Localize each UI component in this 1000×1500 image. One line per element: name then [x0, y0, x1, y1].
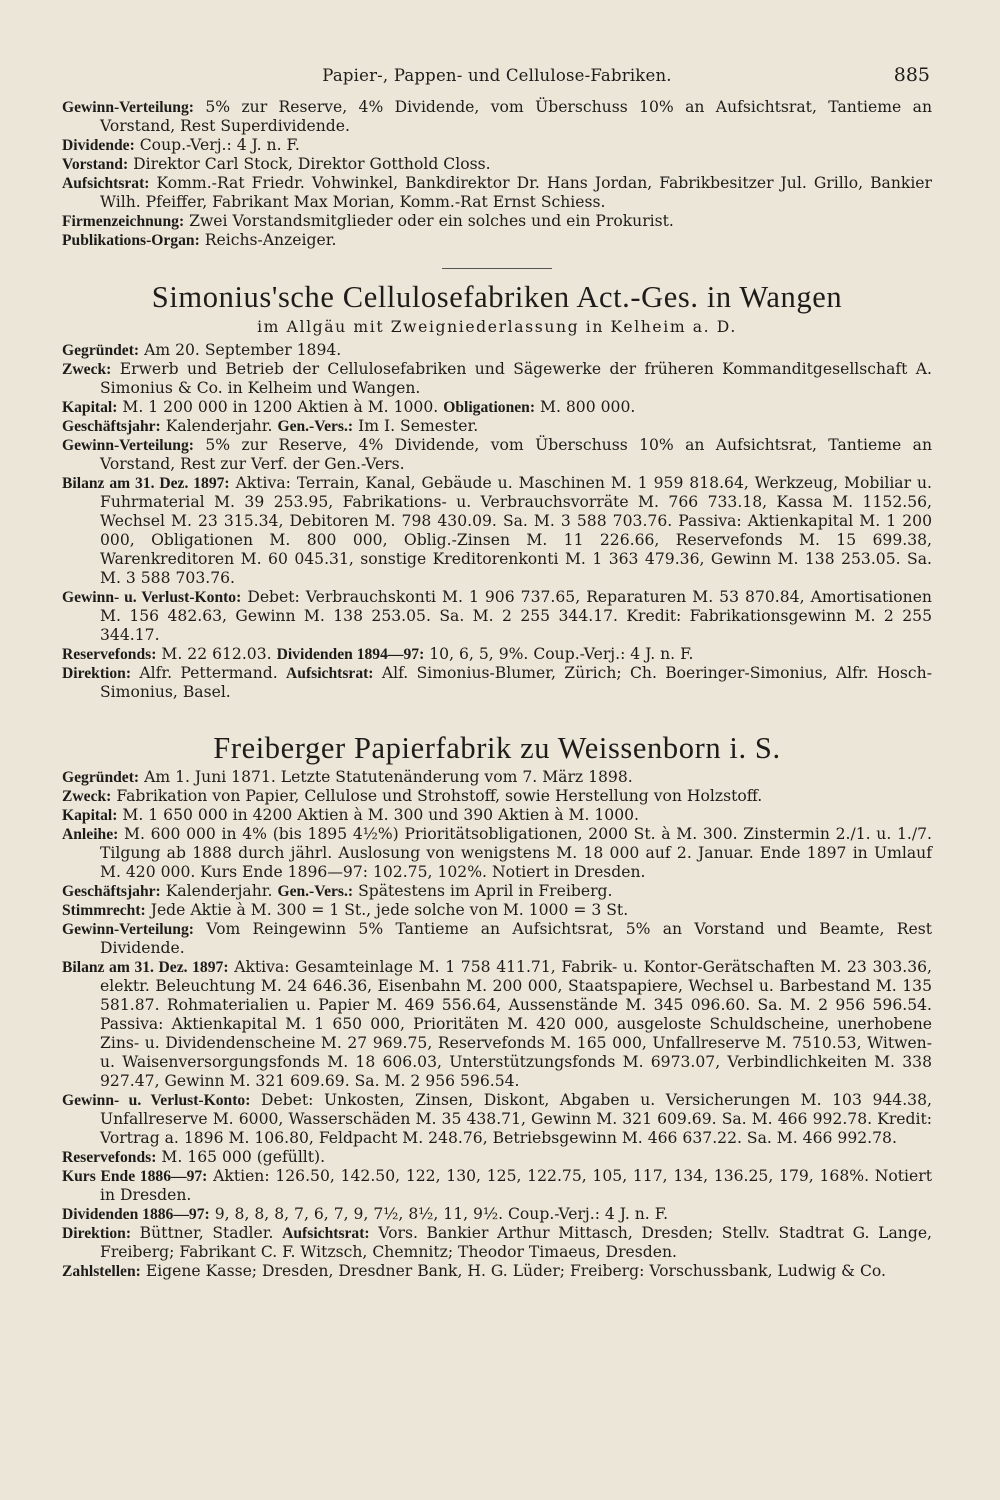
entry-text: 10, 6, 5, 9%. Coup.-Verj.: 4 J. n. F.	[429, 645, 694, 663]
entry-label: Firmenzeichnung:	[62, 213, 185, 230]
entry-label: Vorstand:	[62, 156, 129, 173]
entry-label: Dividenden 1886—97:	[62, 1206, 210, 1223]
entry	[62, 1224, 932, 1262]
entry-label: Gewinn- u. Verlust-Konto:	[62, 589, 242, 606]
entry-label: Bilanz am 31. Dez. 1897:	[62, 475, 230, 492]
entry	[62, 155, 932, 174]
entry-text: Am 20. September 1894.	[144, 341, 342, 359]
entry-label: Stimmrecht:	[62, 902, 146, 919]
entry-label: Direktion:	[62, 1225, 132, 1242]
entry-text: Debet: Verbrauchskonti M. 1 906 737.65, Reparaturen M. 53 870.84, Amortisationen M. 156 482.63, Gewinn M. 138 253.05. Sa. M. 2 255 344.17. Kredit: Fabrikationsgewinn M. 2 255 344.17.	[100, 588, 932, 644]
entry	[62, 768, 932, 787]
entry-text: M. 165 000 (gefüllt).	[161, 1148, 326, 1166]
entry	[62, 1205, 932, 1224]
entry-text: Zwei Vorstandsmitglieder oder ein solches und ein Prokurist.	[189, 212, 674, 230]
entry	[62, 360, 932, 398]
section-gap	[62, 702, 932, 724]
running-title: Papier-, Pappen- und Cellulose-Fabriken.	[322, 66, 672, 85]
entry-label: Gegründet:	[62, 769, 140, 786]
entry-text: Vom Reingewinn 5% Tantieme an Aufsichtsrat, 5% an Vorstand und Beamte, Rest Dividende.	[100, 920, 932, 957]
entry-text: Aktiva: Gesamteinlage M. 1 758 411.71, Fabrik- u. Kontor-Gerätschaften M. 23 303.36, elektr. Beleuchtung M. 24 646.36, Eisenbahn M. 200 000, Staatspapiere, Wechsel u. Barbestand M. 135 581.87. Rohmaterialien u. Papier M. 469 556.64, Aussenstände M. 345 096.60. Sa. M. 2 956 596.54. Passiva: Aktienkapital M. 1 650 000, Prioritäten M. 420 000, ausgeloste Schuldscheine, unerhobene Zins- u. Dividendenscheine M. 27 969.75, Reservefonds M. 165 000, Unfallreserve M. 7510.53, Witwen- u. Waisenversorgungsfonds M. 18 606.03, Unterstützungsfonds M. 6973.07, Verbindlichkeiten M. 338 927.47, Gewinn M. 321 609.69. Sa. M. 2 956 596.54.	[100, 958, 932, 1090]
entry-text: Aktiva: Terrain, Kanal, Gebäude u. Maschinen M. 1 959 818.64, Werkzeug, Mobiliar u. Fuhrmaterial M. 39 253.95, Fabrikations- u. Verbrauchsvorräte M. 766 733.18, Kassa M. 1152.56, Wechsel M. 23 315.34, Debitoren M. 798 430.09. Sa. M. 3 588 703.76. Passiva: Aktienkapital M. 1 200 000, Obligationen M. 800 000, Oblig.-Zinsen M. 11 226.66, Reservefonds M. 15 699.38, Warenkreditoren M. 60 045.31, sonstige Kreditorenkonti M. 1 363 479.36, Gewinn M. 138 253.05. Sa. M. 3 588 703.76.	[100, 474, 932, 587]
page-header	[62, 62, 932, 98]
entry-label: Reservefonds:	[62, 646, 157, 663]
entry-text: Jede Aktie à M. 300 = 1 St., jede solche von M. 1000 = 3 St.	[150, 901, 629, 919]
entry-label: Dividenden 1894—97:	[276, 646, 425, 663]
company-title: Freiberger Papierfabrik zu Weissenborn i. S.	[213, 731, 781, 765]
entry	[62, 174, 932, 212]
entry-text: Spätestens im April in Freiberg.	[358, 882, 613, 900]
entry-label: Gewinn-Verteilung:	[62, 437, 194, 454]
company-entries	[62, 341, 932, 702]
entry	[62, 806, 932, 825]
entry	[62, 231, 932, 250]
entry	[62, 920, 932, 958]
entry-text: M. 1 200 000 in 1200 Aktien à M. 1000.	[122, 398, 439, 416]
entry-text: M. 600 000 in 4% (bis 1895 4½%) Prioritätsobligationen, 2000 St. à M. 300. Zinstermin 2./1. u. 1./7. Tilgung ab 1888 durch jährl. Auslosung von wenigstens M. 18 000 auf 2. Januar. Ende 1897 in Umlauf M. 420 000. Kurs Ende 1896—97: 102.75, 102%. Notiert in Dresden.	[100, 825, 932, 881]
entry-text: M. 800 000.	[540, 398, 636, 416]
entry-text: M. 22 612.03.	[161, 645, 272, 663]
company-title: Simonius'sche Cellulosefabriken Act.-Ges. in Wangen	[151, 280, 843, 314]
entry-label: Anleihe:	[62, 826, 119, 843]
top-section	[62, 98, 932, 250]
entry	[62, 882, 932, 901]
entry	[62, 1091, 932, 1148]
entry-label: Dividende:	[62, 137, 135, 154]
entry	[62, 212, 932, 231]
entry-text: Komm.-Rat Friedr. Vohwinkel, Bankdirektor Dr. Hans Jordan, Fabrikbesitzer Jul. Grillo, Bankier Wilh. Pfeiffer, Fabrikant Max Morian, Komm.-Rat Ernst Schiess.	[100, 174, 932, 211]
entry-text: Büttner, Stadler.	[139, 1224, 274, 1242]
entry-label: Aufsichtsrat:	[282, 1225, 370, 1242]
entry-label: Zahlstellen:	[62, 1263, 141, 1280]
entry-text: 9, 8, 8, 8, 7, 6, 7, 9, 7½, 8½, 11, 9½. Coup.-Verj.: 4 J. n. F.	[214, 1205, 669, 1223]
entry-text: Alf. Simonius-Blumer, Zürich; Ch. Boeringer-Simonius, Alfr. Hosch-Simonius, Basel.	[100, 664, 932, 701]
entry-label: Gegründet:	[62, 342, 140, 359]
entry	[62, 958, 932, 1091]
entry	[62, 436, 932, 474]
entry-text: Aktien: 126.50, 142.50, 122, 130, 125, 122.75, 105, 117, 134, 136.25, 179, 168%. Notiert in Dresden.	[100, 1167, 932, 1204]
entry-label: Gewinn-Verteilung:	[62, 921, 194, 938]
entry	[62, 588, 932, 645]
entry-text: 5% zur Reserve, 4% Dividende, vom Überschuss 10% an Aufsichtsrat, Tantieme an Vorstand, Rest zur Verf. der Gen.-Vers.	[100, 436, 932, 473]
entry-label: Kapital:	[62, 807, 118, 824]
entry-text: Kalenderjahr.	[165, 882, 273, 900]
entry-label: Gewinn- u. Verlust-Konto:	[62, 1092, 251, 1109]
entry-text: Eigene Kasse; Dresden, Dresdner Bank, H. G. Lüder; Freiberg: Vorschussbank, Ludwig & Co.	[145, 1262, 887, 1280]
entry	[62, 98, 932, 136]
entry	[62, 1167, 932, 1205]
entry	[62, 1262, 932, 1281]
entry-label: Aufsichtsrat:	[286, 665, 374, 682]
entry-label: Kapital:	[62, 399, 118, 416]
entry	[62, 136, 932, 155]
entry	[62, 341, 932, 360]
entry-label: Reservefonds:	[62, 1149, 157, 1166]
entry-text: Im I. Semester.	[358, 417, 479, 435]
entry-label: Zweck:	[62, 361, 112, 378]
company-subtitle: im Allgäu mit Zweigniederlassung in Kelheim a. D.	[257, 318, 737, 336]
entry-text: 5% zur Reserve, 4% Dividende, vom Überschuss 10% an Aufsichtsrat, Tantieme an Vorstand, Rest Superdividende.	[100, 98, 932, 135]
entry-label: Gen.-Vers.:	[277, 418, 354, 435]
entry	[62, 1148, 932, 1167]
entry-text: Erwerb und Betrieb der Cellulosefabriken und Sägewerke der früheren Kommanditgesellschaft A. Simonius & Co. in Kelheim und Wangen.	[100, 360, 932, 397]
section-divider	[442, 268, 552, 269]
entry	[62, 787, 932, 806]
page-number: 885	[893, 64, 930, 86]
entry-text: Kalenderjahr.	[165, 417, 273, 435]
entry-text: Direktor Carl Stock, Direktor Gotthold Closs.	[133, 155, 491, 173]
entry	[62, 645, 932, 664]
entry-text: Fabrikation von Papier, Cellulose und Strohstoff, sowie Herstellung von Holzstoff.	[116, 787, 763, 805]
company-entries	[62, 768, 932, 1281]
entry-label: Publikations-Organ:	[62, 232, 200, 249]
entry-text: Vors. Bankier Arthur Mittasch, Dresden; Stellv. Stadtrat G. Lange, Freiberg; Fabrikant C. F. Witzsch, Chemnitz; Theodor Timaeus, Dresden.	[100, 1224, 932, 1261]
entry-label: Gewinn-Verteilung:	[62, 99, 194, 116]
entry-label: Bilanz am 31. Dez. 1897:	[62, 959, 229, 976]
entry-label: Obligationen:	[443, 399, 536, 416]
entry	[62, 664, 932, 702]
entry	[62, 417, 932, 436]
company-freiberger	[62, 730, 932, 1281]
entry-text: Coup.-Verj.: 4 J. n. F.	[139, 136, 300, 154]
entry-text: Alfr. Pettermand.	[139, 664, 278, 682]
entry	[62, 474, 932, 588]
entry-label: Gen.-Vers.:	[277, 883, 354, 900]
entry-text: Reichs-Anzeiger.	[204, 231, 337, 249]
entry	[62, 901, 932, 920]
entry-label: Geschäftsjahr:	[62, 418, 161, 435]
entry-text: Am 1. Juni 1871. Letzte Statutenänderung vom 7. März 1898.	[144, 768, 633, 786]
entry-label: Aufsichtsrat:	[62, 175, 150, 192]
entry	[62, 825, 932, 882]
entry-label: Zweck:	[62, 788, 112, 805]
entry-text: M. 1 650 000 in 4200 Aktien à M. 300 und 390 Aktien à M. 1000.	[122, 806, 640, 824]
entry-label: Geschäftsjahr:	[62, 883, 161, 900]
entry-text: Debet: Unkosten, Zinsen, Diskont, Abgaben u. Versicherungen M. 103 944.38, Unfallreserve M. 6000, Wasserschäden M. 35 438.71, Gewinn M. 321 609.69. Sa. M. 466 992.78. Kredit: Vortrag a. 1896 M. 106.80, Feldpacht M. 248.76, Betriebsgewinn M. 466 637.22. Sa. M. 466 992.78.	[100, 1091, 932, 1147]
company-simonius	[62, 279, 932, 702]
entry-label: Direktion:	[62, 665, 132, 682]
entry-label: Kurs Ende 1886—97:	[62, 1168, 208, 1185]
entry	[62, 398, 932, 417]
